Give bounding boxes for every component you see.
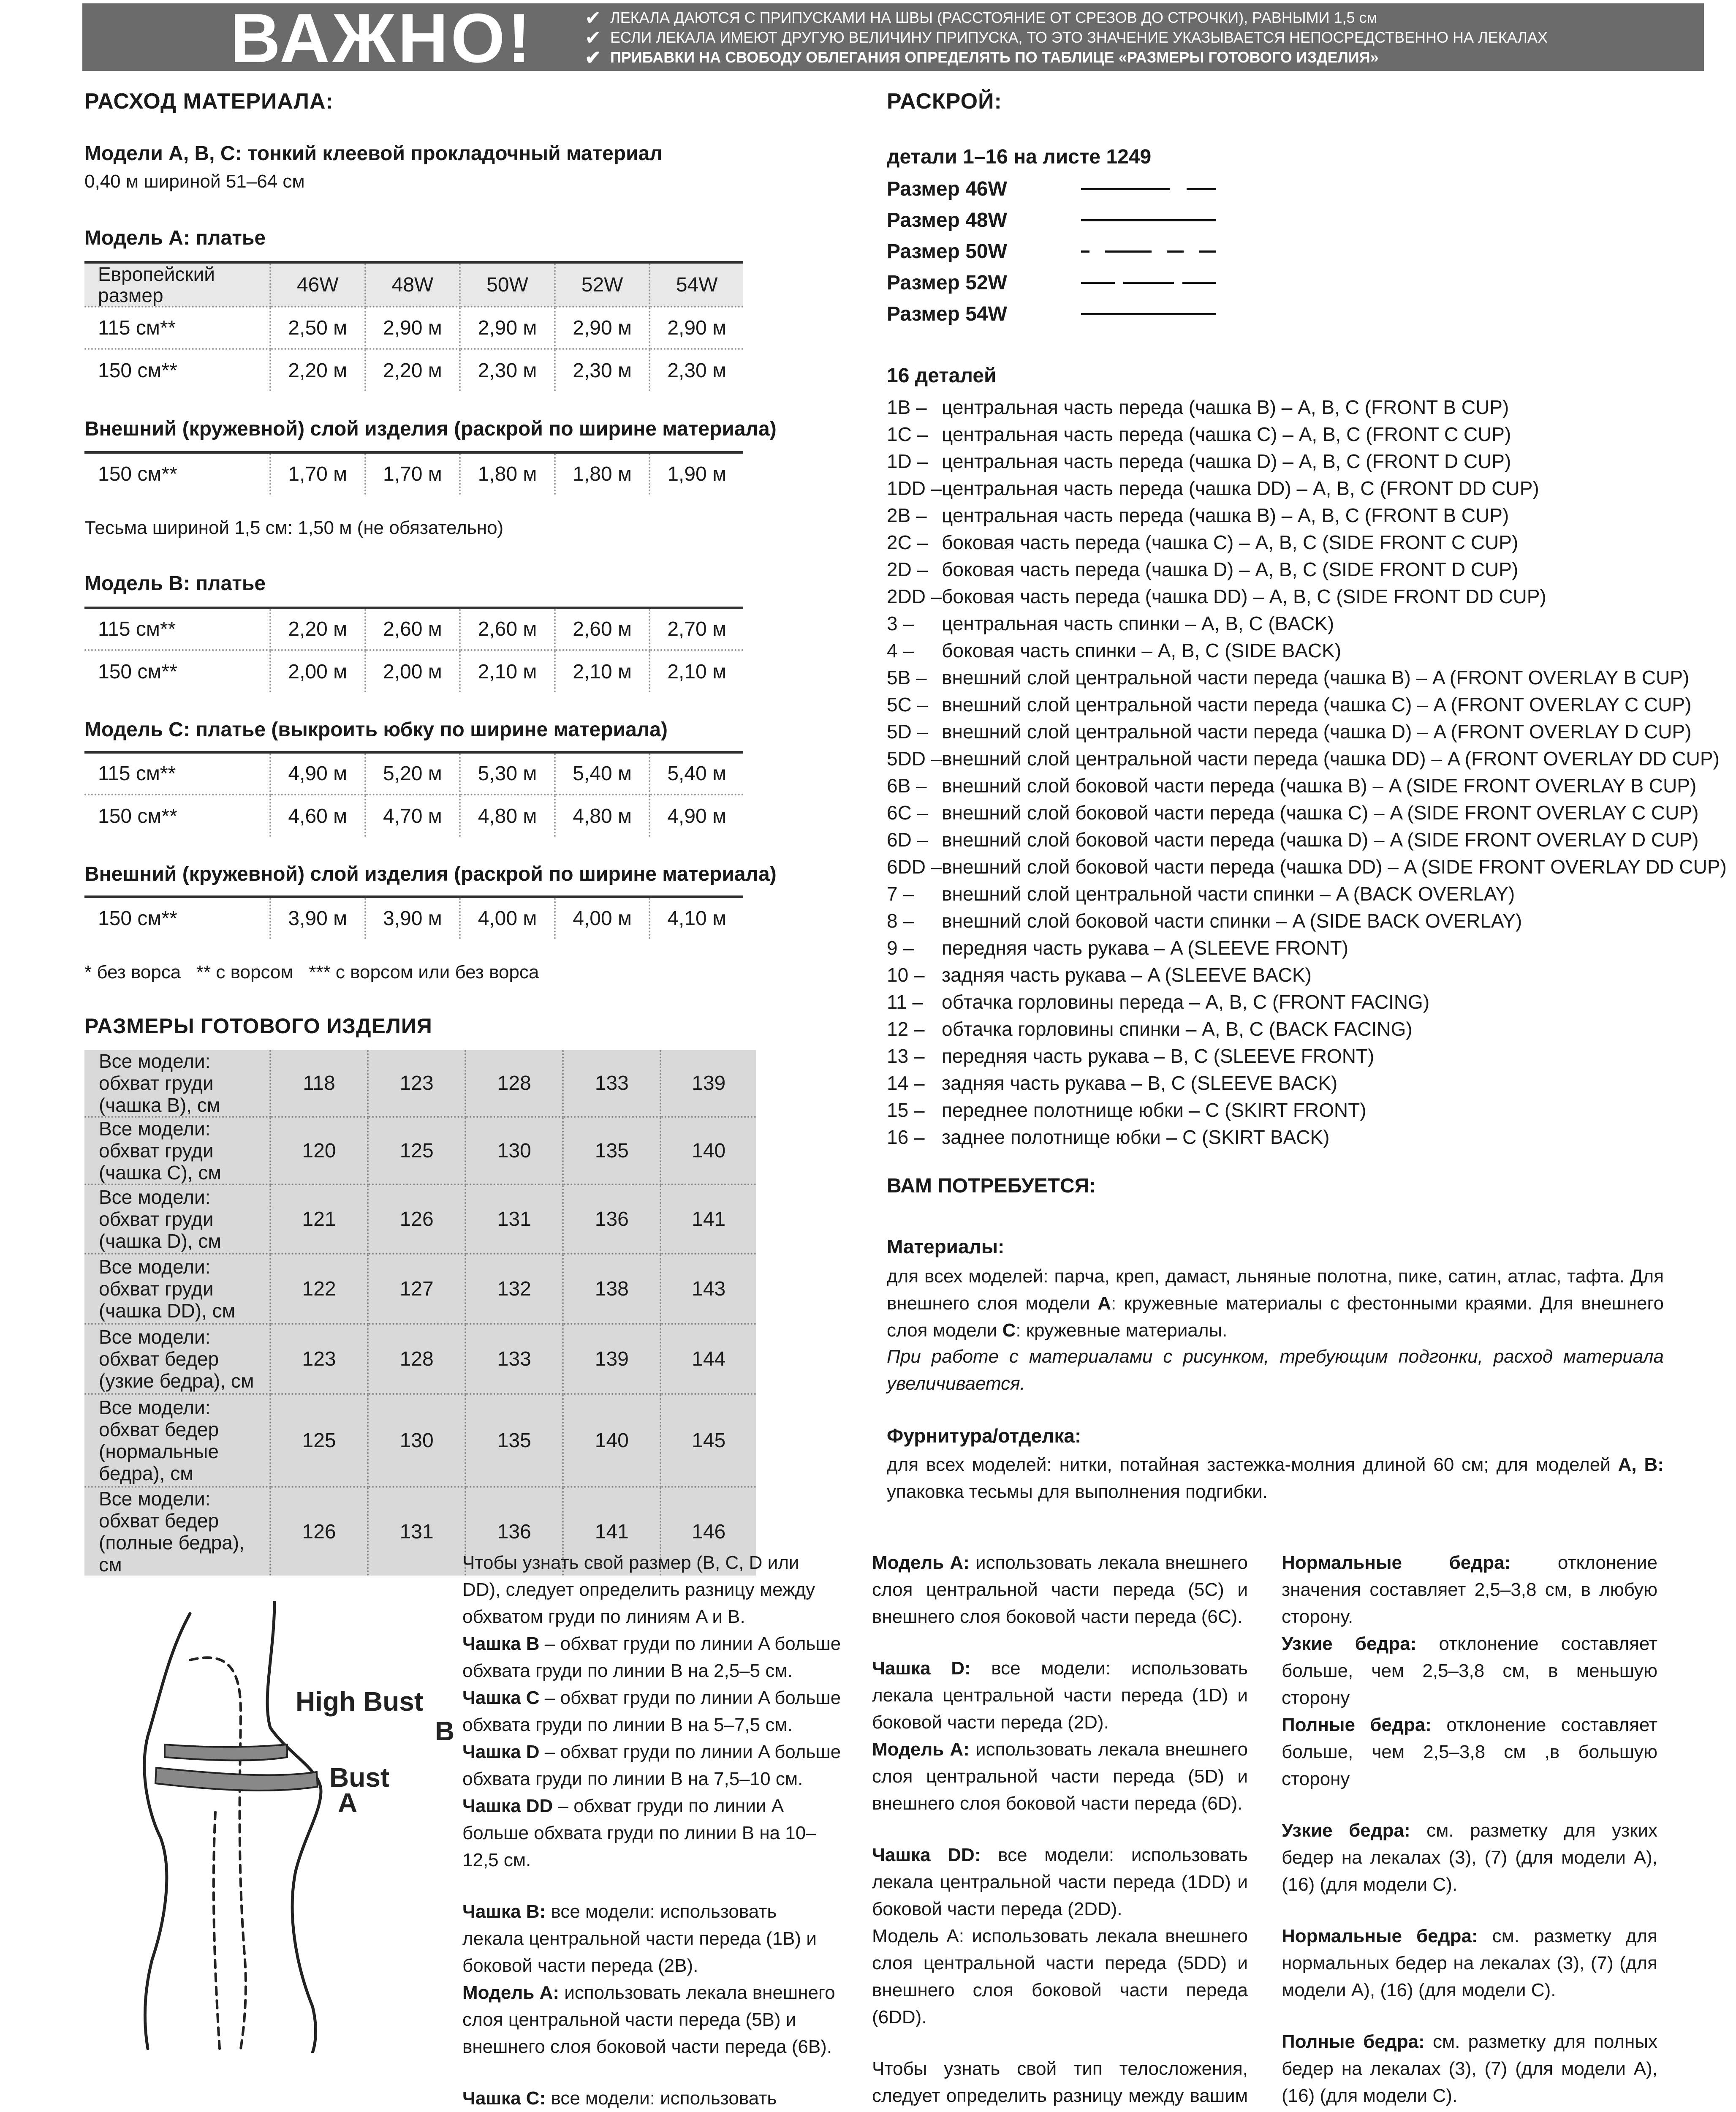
- piece-number: 1C –: [887, 423, 928, 445]
- banner-note: ✔ ЕСЛИ ЛЕКАЛА ИМЕЮТ ДРУГУЮ ВЕЛИЧИНУ ПРИПУСКА, ТО ЭТО ЗНАЧЕНИЕ УКАЗЫВАЕТСЯ НЕПОСРЕДСТВЕННО НА ЛЕКАЛАХ: [585, 26, 1548, 49]
- piece-description: внешний слой центральной части переда (чашка B) – A (FRONT OVERLAY B CUP): [942, 667, 1690, 689]
- model-c-label: Модель C: платье (выкроить юбку по ширине материала): [84, 719, 668, 741]
- piece-description: внешний слой центральной части переда (чашка D) – A (FRONT OVERLAY D CUP): [942, 721, 1692, 743]
- high-bust-band: [165, 1745, 287, 1761]
- piece-number: 2C –: [887, 531, 928, 553]
- piece-item: [887, 448, 1727, 475]
- piece-description: задняя часть рукава – B, C (SLEEVE BACK): [942, 1072, 1338, 1094]
- bust-band: [155, 1768, 318, 1791]
- piece-item: [887, 934, 1727, 961]
- piece-description: внешний слой центральной части спинки – A (BACK OVERLAY): [942, 883, 1515, 905]
- piece-description: боковая часть переда (чашка D) – A, B, C (SIDE FRONT D CUP): [942, 558, 1519, 580]
- cup-intro: Чтобы узнать свой размер (B, C, D или DD), следует определить разницу между обхватом груди по линиям A и B.: [462, 1552, 815, 1627]
- cup-d-rule: Чашка D – обхват груди по линии A больше обхвата груди по линии B на 7,5–10 см.: [462, 1742, 841, 1789]
- body-type-note: Чтобы узнать свой тип телосложения, следует определить разницу между вашим: [872, 2058, 1248, 2106]
- table-row: Все модели: обхват бедер (нормальные бедра), см 125 130 135 140 145: [84, 1394, 756, 1487]
- piece-item: [887, 1015, 1727, 1042]
- size-header: 54W: [649, 262, 743, 307]
- piece-description: центральная часть переда (чашка DD) – A, B, C (FRONT DD CUP): [942, 477, 1539, 499]
- piece-description: заднее полотнище юбки – C (SKIRT BACK): [942, 1126, 1330, 1148]
- table-row: Все модели: обхват груди (чашка DD), см 122 127 132 138 143: [84, 1254, 756, 1324]
- model-c-table: [84, 751, 743, 837]
- piece-number: 1D –: [887, 450, 928, 472]
- cup-b-patterns: Чашка B: все модели: использовать лекала центральной части переда (1B) и боковой части переда (2B).: [462, 1901, 817, 1976]
- piece-description: внешний слой боковой части переда (чашка D) – A (SIDE FRONT OVERLAY D CUP): [942, 829, 1699, 851]
- piece-description: центральная часть спинки – A, B, C (BACK): [942, 612, 1334, 634]
- piece-description: обтачка горловины переда – A, B, C (FRONT FACING): [942, 991, 1430, 1013]
- line-style-50: [1081, 250, 1216, 253]
- table-row: Все модели: обхват бедер (полные бедра), см 126 131 136 141 146: [84, 1487, 756, 1576]
- piece-description: передняя часть рукава – B, C (SLEEVE FRONT): [942, 1045, 1375, 1067]
- normal-hips-marks: Нормальные бедра: см. разметку для нормальных бедер на лекалах (3), (7) (для модели A), (16) (для модели C).: [1282, 1926, 1657, 2000]
- overlay-c-table: [84, 895, 743, 939]
- table-row: Все модели: обхват бедер (узкие бедра), см 123 128 133 139 144: [84, 1324, 756, 1394]
- size-header-label: Европейский размер: [84, 262, 270, 307]
- important-banner: [82, 0, 1704, 77]
- piece-number: 13 –: [887, 1045, 925, 1067]
- piece-item: [887, 826, 1727, 853]
- piece-item: [887, 556, 1727, 583]
- line-style-54: [1081, 313, 1216, 315]
- piece-number: 7 –: [887, 883, 914, 905]
- piece-number: 3 –: [887, 612, 914, 634]
- line-style-46: [1081, 188, 1216, 190]
- check-icon: ✔: [585, 26, 601, 49]
- check-icon: ✔: [585, 6, 601, 29]
- piece-number: 10 –: [887, 964, 925, 986]
- materials-note: При работе с материалами с рисунком, требующим подгонки, расход материала увеличивается.: [887, 1346, 1664, 1394]
- piece-description: внешний слой боковой части переда (чашка C) – A (SIDE FRONT OVERLAY C CUP): [942, 802, 1699, 824]
- piece-description: центральная часть переда (чашка B) – A, B, C (FRONT B CUP): [942, 504, 1509, 526]
- piece-description: обтачка горловины спинки – A, B, C (BACK FACING): [942, 1018, 1413, 1040]
- piece-number: 5C –: [887, 694, 928, 716]
- table-row: 115 см** 4,90 м 5,20 м 5,30 м 5,40 м 5,40 м: [84, 752, 743, 795]
- piece-item: [887, 394, 1727, 421]
- finished-heading: РАЗМЕРЫ ГОТОВОГО ИЗДЕЛИЯ: [84, 1014, 432, 1038]
- cup-c-patterns: Чашка C: все модели: использовать: [462, 2088, 777, 2109]
- piece-item: [887, 880, 1727, 907]
- materials-text: для всех моделей: парча, креп, дамаст, льняные полотна, пике, сатин, атлас, тафта. Для внешнего слоя модели A: кружевные материалы с фестонными краями. Для внешнего слоя модели C: кружевные материалы.: [887, 1266, 1664, 1341]
- piece-item: [887, 1070, 1727, 1097]
- line-style-48: [1081, 219, 1216, 221]
- piece-number: 11 –: [887, 991, 924, 1013]
- piece-number: 4 –: [887, 640, 914, 661]
- materials-label: Материалы:: [887, 1236, 1005, 1257]
- cup-size-column: [462, 1549, 842, 2112]
- label-a: A: [338, 1788, 358, 1818]
- piece-item: [887, 907, 1727, 934]
- finished-table: [84, 1050, 756, 1576]
- piece-description: внешний слой центральной части переда (чашка C) – A (FRONT OVERLAY C CUP): [942, 694, 1692, 716]
- narrow-hips-marks: Узкие бедра: см. разметку для узких бедер на лекалах (3), (7) (для модели A), (16) (для модели C).: [1282, 1820, 1657, 1895]
- size-header: 46W: [270, 262, 365, 307]
- table-row: 150 см** 2,20 м 2,20 м 2,30 м 2,30 м 2,30 м: [84, 349, 743, 391]
- label-b: B: [435, 1716, 455, 1746]
- table-row: 115 см** 2,50 м 2,90 м 2,90 м 2,90 м 2,90 м: [84, 307, 743, 349]
- size-legend-row: Размер 48W: [887, 204, 1216, 236]
- piece-item: [887, 961, 1727, 988]
- cup-dd-rule: Чашка DD – обхват груди по линии A больше обхвата груди по линии B на 10–12,5 см.: [462, 1796, 816, 1870]
- table-row: Все модели: обхват груди (чашка C), см 120 125 130 135 140: [84, 1117, 756, 1184]
- piece-number: 12 –: [887, 1018, 925, 1040]
- size-legend: [887, 173, 1216, 329]
- piece-description: переднее полотнище юбки – C (SKIRT FRONT): [942, 1099, 1367, 1121]
- model-a-cup-b: Модель А: использовать лекала внешнего слоя центральной части переда (5B) и внешнего слоя боковой части переда (6B).: [462, 1982, 835, 2057]
- piece-description: внешний слой боковой части переда (чашка DD) – A (SIDE FRONT OVERLAY DD CUP): [942, 856, 1727, 878]
- hip-type-column: [1282, 1549, 1657, 2109]
- table-row: Все модели: обхват груди (чашка B), см 118 123 128 133 139: [84, 1050, 756, 1117]
- size-legend-row: Размер 54W: [887, 298, 1216, 329]
- size-legend-row: Размер 52W: [887, 267, 1216, 298]
- piece-item: [887, 475, 1727, 502]
- bust-label: Bust: [329, 1762, 390, 1793]
- piece-description: внешний слой боковой части спинки – A (SIDE BACK OVERLAY): [942, 910, 1522, 932]
- material-heading: РАСХОД МАТЕРИАЛА:: [84, 89, 334, 114]
- piece-number: 5B –: [887, 667, 927, 689]
- size-header: 52W: [555, 262, 650, 307]
- banner-title: ВАЖНО!: [230, 0, 533, 77]
- piece-item: [887, 799, 1727, 826]
- piece-item: [887, 529, 1727, 556]
- full-hips-rule: Полные бедра: отклонение составляет больше, чем 2,5–3,8 см ,в большую сторону: [1282, 1715, 1657, 1789]
- overlay-a-label: Внешний (кружевной) слой изделия (раскрой по ширине материала): [84, 418, 777, 440]
- pieces-count: 16 деталей: [887, 365, 997, 387]
- model-a-cup-c: Модель А: использовать лекала внешнего слоя центральной части переда (5C) и внешнего слоя боковой части переда (6C).: [872, 1552, 1248, 1627]
- banner-note: ✔ ПРИБАВКИ НА СВОБОДУ ОБЛЕГАНИЯ ОПРЕДЕЛЯТЬ ПО ТАБЛИЦЕ «РАЗМЕРЫ ГОТОВОГО ИЗДЕЛИЯ»: [585, 46, 1379, 68]
- piece-item: [887, 664, 1727, 691]
- size-legend-row: Размер 50W: [887, 236, 1216, 267]
- piece-number: 15 –: [887, 1099, 925, 1121]
- table-row: 150 см** 1,70 м 1,70 м 1,80 м 1,80 м 1,90 м: [84, 452, 743, 495]
- interfacing-label: Модели A, B, C: тонкий клеевой прокладочный материал: [84, 142, 663, 165]
- check-icon: ✔: [585, 46, 601, 68]
- overlay-a-table: [84, 451, 743, 495]
- cup-dd-patterns: Чашка DD: все модели: использовать лекала центральной части переда (1DD) и боковой части переда (2DD).: [872, 1845, 1248, 1919]
- piece-item: [887, 853, 1727, 880]
- piece-description: центральная часть переда (чашка C) – A, B, C (FRONT C CUP): [942, 423, 1511, 445]
- table-row: 150 см** 3,90 м 3,90 м 4,00 м 4,00 м 4,10 м: [84, 897, 743, 939]
- piece-item: [887, 421, 1727, 448]
- needs-heading: ВАМ ПОТРЕБУЕТСЯ:: [887, 1175, 1096, 1197]
- cup-c-rule: Чашка C – обхват груди по линии A больше обхвата груди по линии B на 5–7,5 см.: [462, 1687, 841, 1735]
- piece-number: 5D –: [887, 721, 928, 743]
- piece-number: 6DD –: [887, 856, 942, 878]
- notions-label: Фурнитура/отделка:: [887, 1425, 1081, 1447]
- piece-description: центральная часть переда (чашка D) – A, B, C (FRONT D CUP): [942, 450, 1511, 472]
- size-header: 50W: [460, 262, 555, 307]
- piece-description: внешний слой боковой части переда (чашка B) – A (SIDE FRONT OVERLAY B CUP): [942, 775, 1697, 797]
- cup-b-rule: Чашка B – обхват груди по линии A больше обхвата груди по линии B на 2,5–5 см.: [462, 1633, 841, 1681]
- piece-number: 16 –: [887, 1126, 925, 1148]
- bust-measurement-figure: [135, 1601, 481, 2053]
- piece-item: [887, 1042, 1727, 1070]
- piece-description: боковая часть переда (чашка DD) – A, B, C (SIDE FRONT DD CUP): [942, 585, 1546, 607]
- piece-number: 2B –: [887, 504, 927, 526]
- tape-note: Тесьма шириной 1,5 см: 1,50 м (не обязательно): [84, 517, 504, 538]
- size-legend-row: Размер 46W: [887, 173, 1216, 204]
- piece-item: [887, 502, 1727, 529]
- piece-item: [887, 691, 1727, 718]
- table-row: 150 см** 4,60 м 4,70 м 4,80 м 4,80 м 4,90 м: [84, 795, 743, 837]
- piece-number: 8 –: [887, 910, 914, 932]
- table-header-row: [84, 262, 743, 307]
- line-style-52: [1081, 282, 1216, 284]
- piece-description: задняя часть рукава – A (SLEEVE BACK): [942, 964, 1312, 986]
- piece-number: 6C –: [887, 802, 928, 824]
- piece-item: [887, 1124, 1727, 1151]
- piece-description: боковая часть переда (чашка C) – A, B, C (SIDE FRONT C CUP): [942, 531, 1519, 553]
- piece-item: [887, 718, 1727, 745]
- interfacing-value: 0,40 м шириной 51–64 см: [84, 171, 305, 192]
- model-a-label: Модель А: платье: [84, 227, 266, 249]
- table-row: Все модели: обхват груди (чашка D), см 121 126 131 136 141: [84, 1184, 756, 1254]
- piece-description: передняя часть рукава – A (SLEEVE FRONT): [942, 937, 1349, 959]
- piece-item: [887, 988, 1727, 1015]
- cutting-sheet: детали 1–16 на листе 1249: [887, 146, 1152, 168]
- piece-number: 6D –: [887, 829, 928, 851]
- piece-description: внешний слой центральной части переда (чашка DD) – A (FRONT OVERLAY DD CUP): [942, 748, 1720, 770]
- piece-item: [887, 1097, 1727, 1124]
- banner-note: ✔ ЛЕКАЛА ДАЮТСЯ С ПРИПУСКАМИ НА ШВЫ (РАССТОЯНИЕ ОТ СРЕЗОВ ДО СТРОЧКИ), РАВНЫМИ 1,5 см: [585, 6, 1377, 29]
- piece-number: 2DD –: [887, 585, 942, 607]
- piece-number: 14 –: [887, 1072, 925, 1094]
- piece-number: 1DD –: [887, 477, 942, 499]
- normal-hips-rule: Нормальные бедра: отклонение значения составляет 2,5–3,8 см, в любую сторону.: [1282, 1552, 1657, 1627]
- piece-number: 2D –: [887, 558, 928, 580]
- cutting-heading: РАСКРОЙ:: [887, 89, 1002, 114]
- table-row: 150 см** 2,00 м 2,00 м 2,10 м 2,10 м 2,10 м: [84, 650, 743, 692]
- cup-d-patterns: Чашка D: все модели: использовать лекала центральной части переда (1D) и боковой части переда (2D).: [872, 1658, 1248, 1733]
- piece-description: боковая часть спинки – A, B, C (SIDE BACK): [942, 640, 1342, 661]
- piece-number: 5DD –: [887, 748, 942, 770]
- piece-item: [887, 583, 1727, 610]
- piece-number: 1B –: [887, 396, 927, 418]
- piece-item: [887, 772, 1727, 799]
- model-a-cup-d: Модель А: использовать лекала внешнего слоя центральной части переда (5D) и внешнего слоя боковой части переда (6D).: [872, 1739, 1248, 1814]
- piece-description: центральная часть переда (чашка B) – A, B, C (FRONT B CUP): [942, 396, 1509, 418]
- notions-text: для всех моделей: нитки, потайная застежка-молния длиной 60 см; для моделей A, B: упаковка тесьмы для выполнения подгибки.: [887, 1454, 1664, 1502]
- banner-notes: [585, 8, 1683, 67]
- size-header: 48W: [365, 262, 460, 307]
- piece-item: [887, 610, 1727, 637]
- model-b-label: Модель B: платье: [84, 572, 266, 595]
- footnote: * без ворса ** с ворсом *** с ворсом или без ворса: [84, 962, 539, 983]
- piece-item: [887, 745, 1727, 772]
- cup-patterns-column: [872, 1549, 1248, 2112]
- full-hips-marks: Полные бедра: см. разметку для полных бедер на лекалах (3), (7) (для модели A), (16) (для модели C).: [1282, 2031, 1657, 2106]
- piece-number: 6B –: [887, 775, 927, 797]
- piece-item: [887, 637, 1727, 664]
- high-bust-label: High Bust: [296, 1686, 424, 1717]
- model-a-cup-dd: Модель А: использовать лекала внешнего слоя центральной части переда (5DD) и внешнего слоя боковой части переда (6DD).: [872, 1926, 1248, 2028]
- overlay-c-label: Внешний (кружевной) слой изделия (раскрой по ширине материала): [84, 863, 777, 885]
- narrow-hips-rule: Узкие бедра: отклонение составляет больше, чем 2,5–3,8 см, в меньшую сторону: [1282, 1633, 1657, 1708]
- model-a-table: [84, 261, 743, 391]
- piece-number: 9 –: [887, 937, 914, 959]
- table-row: 115 см** 2,20 м 2,60 м 2,60 м 2,60 м 2,70 м: [84, 608, 743, 650]
- model-b-table: [84, 607, 743, 692]
- pieces-list: [887, 394, 1727, 1151]
